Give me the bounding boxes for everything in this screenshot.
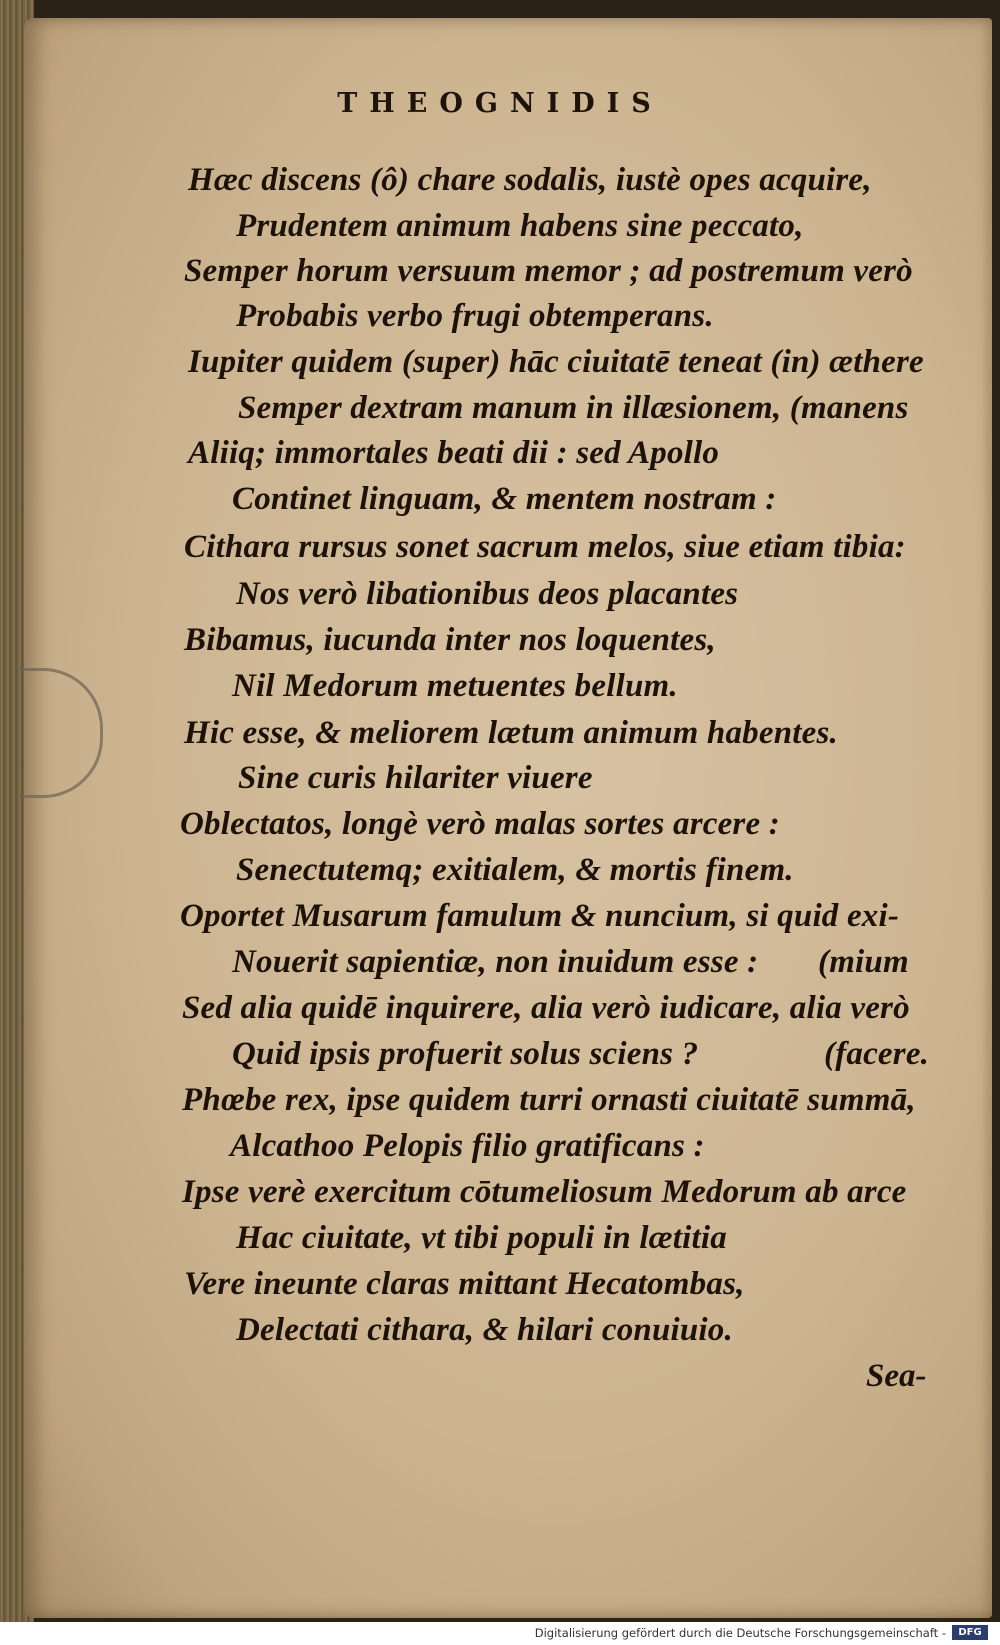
verse-line: Delectati cithara, & hilari conuiuio.: [236, 1312, 733, 1348]
verse-line: Phœbe rex, ipse quidem turri ornasti ciuitatē summā,: [182, 1082, 916, 1118]
verse-line: Bibamus, iucunda inter nos loquentes,: [184, 622, 716, 658]
digitization-footer: [0, 1622, 1000, 1645]
verse-line: Hac ciuitate, vt tibi populi in lætitia: [236, 1220, 727, 1256]
verse-line: Sine curis hilariter viuere: [238, 760, 593, 796]
verse-line: Nos verò libationibus deos placantes: [236, 576, 739, 612]
verse-line: Vere ineunte claras mittant Hecatombas,: [184, 1266, 745, 1302]
running-head: THEOGNIDIS: [337, 88, 663, 119]
verse-line: Semper dextram manum in illæsionem, (manens: [238, 390, 909, 426]
verse-line: Hæc discens (ô) chare sodalis, iustè opes acquire,: [188, 162, 872, 198]
verse-line: Aliiq; immortales beati dii : sed Apollo: [188, 435, 720, 471]
verse-line: Nouerit sapientiæ, non inuidum esse :: [232, 944, 759, 980]
verse-line: Quid ipsis profuerit solus sciens ?: [232, 1036, 699, 1072]
catchword: Sea-: [866, 1358, 927, 1394]
verse-line: Ipse verè exercitum cōtumeliosum Medorum ab arce: [182, 1174, 907, 1210]
verse-line: Sed alia quidē inquirere, alia verò iudicare, alia verò: [182, 990, 910, 1026]
verse-line: Prudentem animum habens sine peccato,: [236, 208, 804, 244]
verse-line: Semper horum versuum memor ; ad postremum verò: [184, 253, 913, 289]
dfg-logo: DFG: [952, 1625, 988, 1640]
verse-line: Oportet Musarum famulum & nuncium, si quid exi-: [180, 898, 900, 934]
verse-line: Senectutemq; exitialem, & mortis finem.: [236, 852, 794, 888]
funding-credit: Digitalisierung gefördert durch die Deutsche Forschungsgemeinschaft -: [534, 1626, 946, 1640]
verse-line-turnover: (facere.: [824, 1036, 930, 1072]
verse-line-turnover: (mium: [818, 944, 909, 980]
verse-line: Oblectatos, longè verò malas sortes arcere :: [180, 806, 780, 842]
verse-line: Hic esse, & meliorem lætum animum habentes.: [184, 715, 838, 751]
verse-line: Cithara rursus sonet sacrum melos, siue etiam tibia:: [184, 529, 906, 565]
verse-line: Iupiter quidem (super) hāc ciuitatē teneat (in) æthere: [188, 344, 924, 380]
verse-line: Probabis verbo frugi obtemperans.: [236, 298, 714, 334]
verse-line: Nil Medorum metuentes bellum.: [232, 668, 678, 704]
verse-line: Continet linguam, & mentem nostram :: [232, 481, 777, 517]
verse-line: Alcathoo Pelopis filio gratificans :: [230, 1128, 705, 1164]
page-clip-mark: [18, 668, 103, 798]
